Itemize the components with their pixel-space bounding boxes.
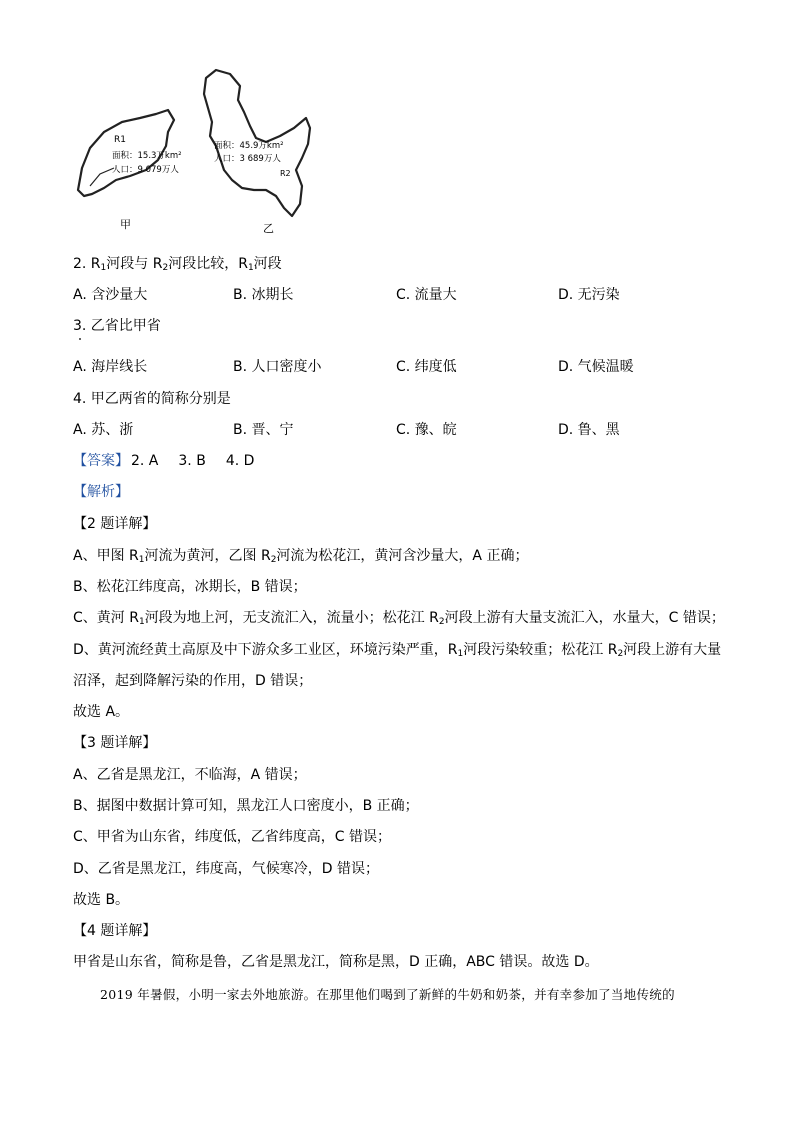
q2-option-a: A. 含沙量大	[73, 287, 148, 303]
answer-tag: 【答案】	[73, 453, 129, 469]
answer-2: 2. A	[131, 453, 159, 469]
q4-option-b: B. 晋、宁	[233, 422, 294, 438]
d2-line-c: C、黄河 $R_1$河段为地上河，无支流汇入，流量小；松花江 $R_2$河段上游有大量支流汇入，水量大，C 错误；	[73, 610, 725, 627]
answer-3: 3. B	[178, 453, 206, 469]
d3-line-c: C、甲省为山东省，纬度低，乙省纬度高，C 错误；	[73, 829, 391, 845]
q3-option-c: C. 纬度低	[396, 359, 457, 375]
answer-4: 4. D	[225, 453, 255, 469]
province-map-figure	[70, 66, 330, 238]
map-a-river: R1	[114, 135, 126, 145]
q4-option-c: C. 豫、皖	[396, 422, 457, 438]
d2-line-d: D、黄河流经黄土高原及中下游众多工业区，环境污染严重，$R_1$河段污染较重；松花江 $R_2$河段上游有大量	[73, 642, 722, 659]
map-b-caption: 乙	[263, 222, 274, 235]
q3-option-d: D. 气候温暖	[558, 359, 634, 375]
d2-line-d-cont: 沼泽，起到降解污染的作用，D 错误；	[73, 673, 313, 689]
q2-option-b: B. 冰期长	[233, 287, 294, 303]
q2-stem: 2. $R_1$河段与 $R_2$河段比较，$R_1$河段	[73, 256, 282, 273]
map-a-caption: 甲	[120, 218, 131, 231]
d3-heading: 【3 题详解】	[73, 735, 157, 751]
map-a-area: 面积：15.3万km²	[112, 151, 182, 161]
decorative-dot	[79, 338, 81, 340]
map-b-river: R2	[280, 169, 291, 178]
next-material-paragraph: 2019 年暑假，小明一家去外地旅游。在那里他们喝到了新鲜的牛奶和奶茶，并有幸参加了当地传统的	[100, 987, 675, 1002]
d3-line-b: B、据图中数据计算可知，黑龙江人口密度小，B 正确；	[73, 798, 419, 814]
q4-stem: 4. 甲乙两省的简称分别是	[73, 391, 231, 407]
q2-option-c: C. 流量大	[396, 287, 457, 303]
d4-line-a: 甲省是山东省，简称是鲁，乙省是黑龙江，简称是黑，D 正确，ABC 错误。故选 D。	[73, 954, 599, 970]
d3-line-a: A、乙省是黑龙江，不临海，A 错误；	[73, 767, 307, 783]
map-b-population: 人口：3 689万人	[214, 154, 281, 164]
analysis-tag: 【解析】	[73, 484, 129, 500]
d3-conclusion: 故选 B。	[73, 892, 130, 908]
q3-stem: 3. 乙省比甲省	[73, 318, 161, 334]
q2-option-d: D. 无污染	[558, 287, 620, 303]
province-maps	[70, 66, 330, 238]
d2-line-a: A、甲图 $R_1$河流为黄河，乙图 $R_2$河流为松花江，黄河含沙量大，A 正确；	[73, 548, 529, 565]
map-b-area: 面积：45.9万km²	[214, 141, 284, 151]
d2-line-b: B、松花江纬度高，冰期长，B 错误；	[73, 579, 307, 595]
q4-option-a: A. 苏、浙	[73, 422, 134, 438]
d3-line-d: D、乙省是黑龙江，纬度高，气候寒冷，D 错误；	[73, 861, 380, 877]
q3-option-b: B. 人口密度小	[233, 359, 322, 375]
d2-heading: 【2 题详解】	[73, 516, 157, 532]
q4-option-d: D. 鲁、黑	[558, 422, 620, 438]
q3-option-a: A. 海岸线长	[73, 359, 148, 375]
d4-heading: 【4 题详解】	[73, 923, 157, 939]
d2-conclusion: 故选 A。	[73, 704, 130, 720]
answer-line	[73, 451, 274, 471]
map-a-population: 人口：9 079万人	[112, 165, 179, 175]
